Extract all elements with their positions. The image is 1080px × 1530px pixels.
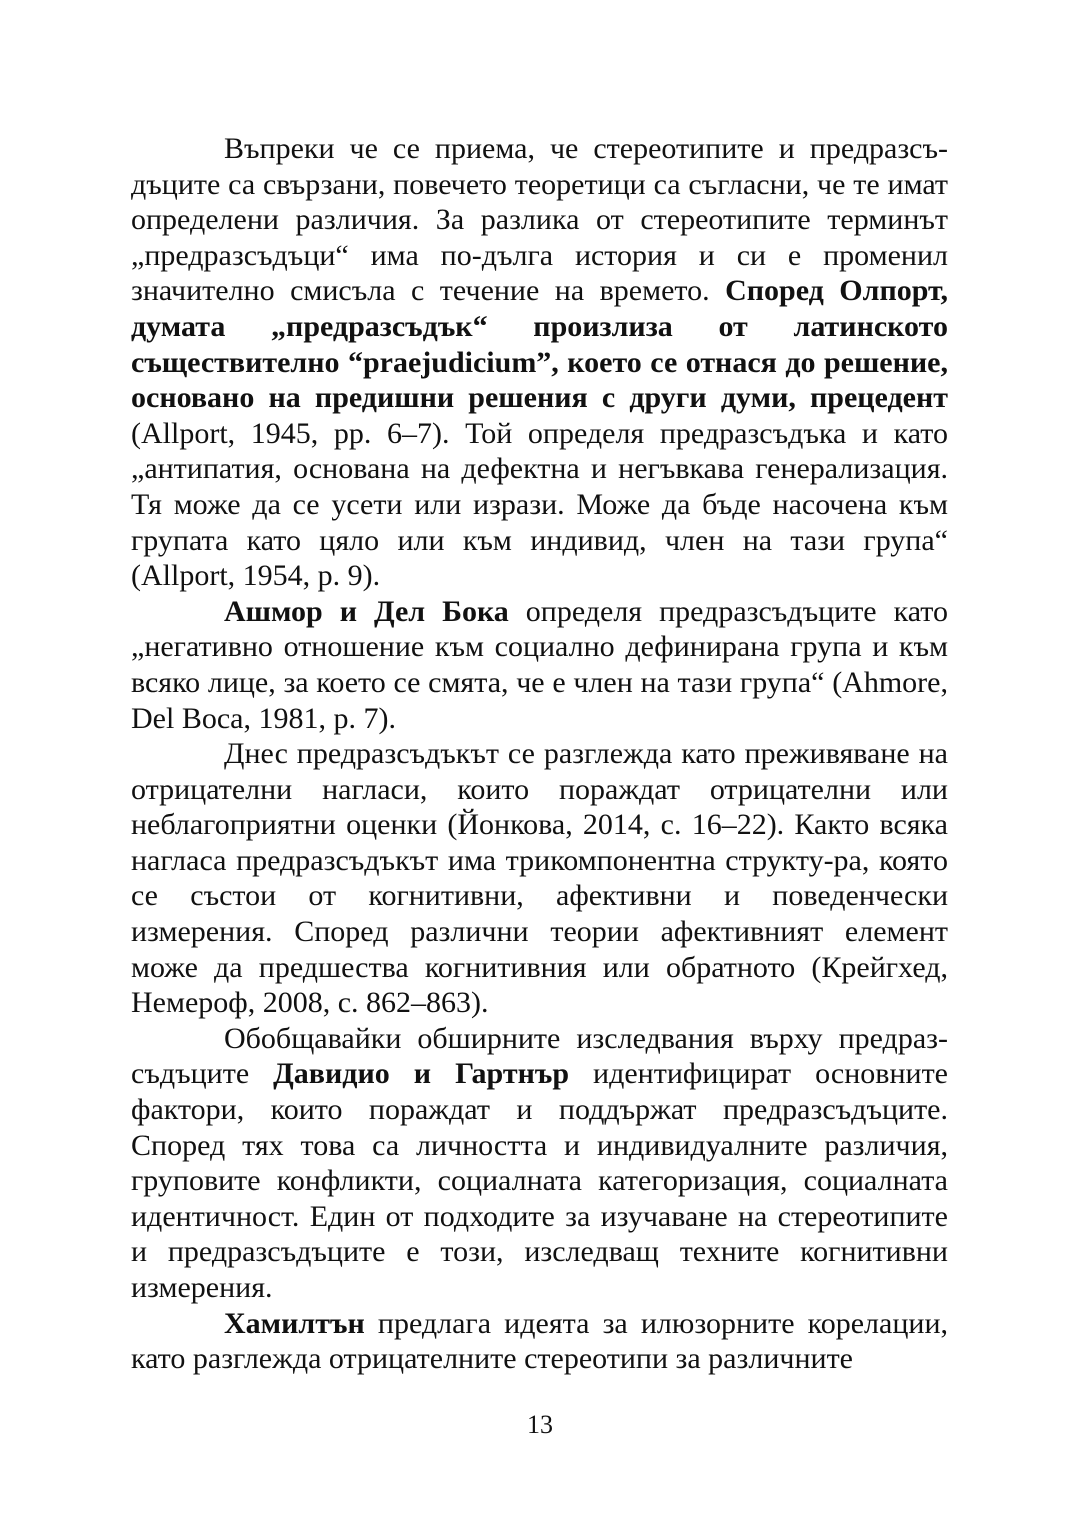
- page-body: [131, 131, 948, 1377]
- paragraph-1: [131, 131, 948, 594]
- paragraph-4-text-2: идентифицират основните фактори, които пораждат и поддържат предразсъдъците. Според тях това са личността и индивидуалните различия, груповите конфликти, социалната категоризация, социалната идентичност. Един от подходите за изучаване на стереотипите и предразсъдъците е този, изследващ техните когнитивни измерения.: [131, 1057, 948, 1304]
- paragraph-4-text-1: Обобщавайки обширните изследвания върху предразсъдъците: [131, 1021, 948, 1091]
- paragraph-5-text-1: предлага идеята за илюзорните корелации, като разглежда отрицателните стереотипи за различните: [131, 1306, 948, 1376]
- paragraph-4-bold-davidio: Давидио и Гартнър: [273, 1057, 570, 1091]
- paragraph-3-text-1: Днес предразсъдъкът се разглежда като преживяване на отрицателни нагласи, които пораждат отрицателни или неблагоприятни оценки (Йонкова, 2014, с. 16–22). Както всяка нагласа предразсъдъкът има трикомпонентна структу-ра, която се състои от когнитивни, афективни и поведенчески измерения. Според различни теории афективният елемент може да предшества когнитивния или обратното (Крейгхед, Немероф, 2008, с. 862–863).: [131, 737, 948, 1020]
- paragraph-3: [131, 736, 948, 1021]
- paragraph-5: [131, 1306, 948, 1377]
- paragraph-4: [131, 1021, 948, 1306]
- paragraph-1-text-2: (Allport, 1945, pp. 6–7). Той определя предразсъдъка и като „антипатия, основана на дефектна и негъвкава генерализация. Тя може да се усети или изрази. Може да бъде насочена към групата като цяло или към индивид, член на тази група“ (Allport, 1954, p. 9).: [131, 416, 948, 593]
- paragraph-5-bold-hamilton: Хамилтън: [224, 1306, 365, 1340]
- paragraph-2-bold-ashmor: Ашмор и Дел Бока: [224, 594, 509, 628]
- page-number: 13: [527, 1410, 553, 1439]
- paragraph-1-bold-olport: Според Олпорт, думата „предразсъдък“ произлиза от латинското съществително “praejudicium”, което се отнася до решение, основано на предишни решения с други думи, прецедент: [131, 274, 948, 415]
- paragraph-2: [131, 594, 948, 736]
- paragraph-1-text-1: Въпреки че се приема, че стереотипите и предразсъдъците са свързани, повечето теоретици са съгласни, че те имат определени различия. За разлика от стереотипите терминът „предразсъдъци“ има по-дълга история и си е променил значително смисъла с течение на времето.: [131, 132, 948, 308]
- paragraph-2-text-1: определя предразсъдъците като „негативно отношение към социално дефинирана група и към всяко лице, за което се смята, че е член на тази група“ (Ahmore, Del Boca, 1981, p. 7).: [131, 594, 948, 735]
